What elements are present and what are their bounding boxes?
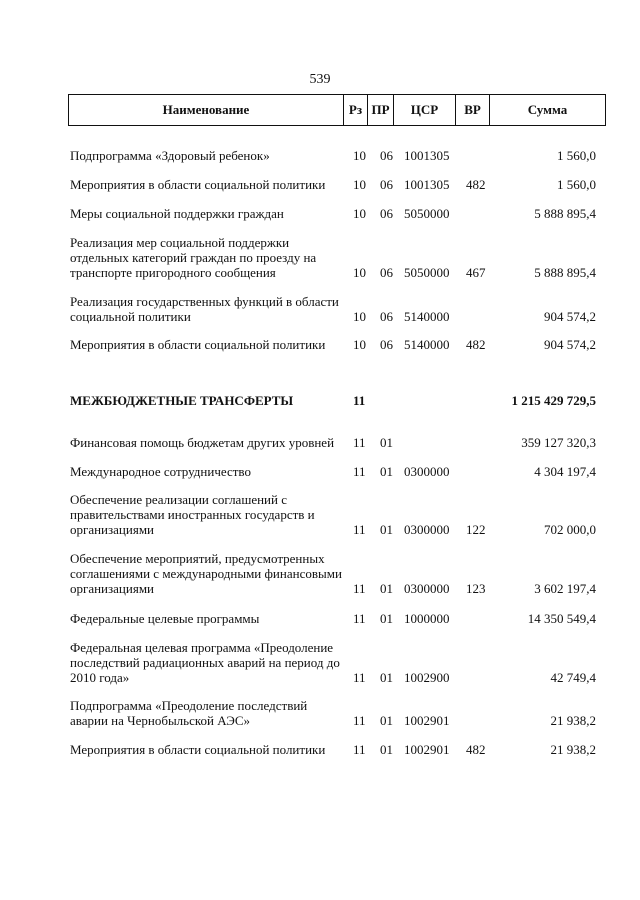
row-rz: 11 bbox=[353, 611, 366, 626]
row-csr: 5140000 bbox=[404, 337, 450, 352]
row-name: Обеспечение реализации соглашений с правительствами иностранных государств и организациями bbox=[70, 492, 315, 537]
row-rz: 10 bbox=[353, 206, 366, 221]
row-csr: 1000000 bbox=[404, 611, 450, 626]
row-sum: 21 938,2 bbox=[550, 713, 596, 728]
row-vr: 123 bbox=[466, 581, 486, 596]
row-pr: 01 bbox=[380, 464, 393, 479]
row-csr: 5140000 bbox=[404, 309, 450, 324]
row-pr: 01 bbox=[380, 581, 393, 596]
row-sum: 21 938,2 bbox=[550, 742, 596, 757]
row-csr: 1002900 bbox=[404, 670, 450, 685]
row-name: Меры социальной поддержки граждан bbox=[70, 206, 284, 221]
table-row bbox=[0, 551, 640, 596]
row-pr: 01 bbox=[380, 435, 393, 450]
row-csr: 0300000 bbox=[404, 464, 450, 479]
row-csr: 0300000 bbox=[404, 522, 450, 537]
row-name: Мероприятия в области социальной политики bbox=[70, 337, 326, 352]
row-name: Международное сотрудничество bbox=[70, 464, 251, 479]
table-row-section bbox=[0, 393, 640, 408]
row-csr: 1002901 bbox=[404, 713, 450, 728]
table-row bbox=[0, 148, 640, 163]
row-sum: 3 602 197,4 bbox=[534, 581, 596, 596]
row-pr: 06 bbox=[380, 265, 393, 280]
row-sum: 1 560,0 bbox=[557, 148, 596, 163]
row-name: Федеральная целевая программа «Преодоление последствий радиационных аварий на период до 2010 года» bbox=[70, 640, 340, 685]
row-name: Мероприятия в области социальной политики bbox=[70, 177, 326, 192]
row-rz: 11 bbox=[353, 713, 366, 728]
header-vr: ВР bbox=[455, 95, 489, 125]
row-vr: 482 bbox=[466, 337, 486, 352]
row-csr: 1002901 bbox=[404, 742, 450, 757]
row-rz: 10 bbox=[353, 177, 366, 192]
row-pr: 01 bbox=[380, 742, 393, 757]
row-sum: 1 215 429 729,5 bbox=[511, 393, 596, 408]
header-csr: ЦСР bbox=[393, 95, 455, 125]
row-rz: 11 bbox=[353, 581, 366, 596]
row-sum: 904 574,2 bbox=[544, 337, 596, 352]
table-row bbox=[0, 492, 640, 537]
row-rz: 10 bbox=[353, 148, 366, 163]
row-rz: 11 bbox=[353, 435, 366, 450]
row-csr: 1001305 bbox=[404, 148, 450, 163]
row-csr: 0300000 bbox=[404, 581, 450, 596]
row-sum: 5 888 895,4 bbox=[534, 265, 596, 280]
row-csr: 5050000 bbox=[404, 206, 450, 221]
row-csr: 1001305 bbox=[404, 177, 450, 192]
row-sum: 4 304 197,4 bbox=[534, 464, 596, 479]
row-vr: 482 bbox=[466, 177, 486, 192]
row-pr: 01 bbox=[380, 670, 393, 685]
row-pr: 01 bbox=[380, 611, 393, 626]
row-vr: 467 bbox=[466, 265, 486, 280]
row-name: Финансовая помощь бюджетам других уровней bbox=[70, 435, 335, 450]
table-row bbox=[0, 698, 640, 728]
page-number: 539 bbox=[309, 72, 331, 87]
row-pr: 06 bbox=[380, 177, 393, 192]
table-row bbox=[0, 294, 640, 324]
row-sum: 14 350 549,4 bbox=[527, 611, 596, 626]
row-pr: 06 bbox=[380, 148, 393, 163]
row-rz: 10 bbox=[353, 265, 366, 280]
table-row bbox=[0, 206, 640, 221]
table-row bbox=[0, 640, 640, 685]
row-rz: 11 bbox=[353, 670, 366, 685]
table-row bbox=[0, 611, 640, 626]
table-row bbox=[0, 464, 640, 479]
row-sum: 359 127 320,3 bbox=[521, 435, 596, 450]
row-sum: 5 888 895,4 bbox=[534, 206, 596, 221]
row-rz: 11 bbox=[353, 464, 366, 479]
table-row bbox=[0, 420, 640, 450]
section-name: МЕЖБЮДЖЕТНЫЕ ТРАНСФЕРТЫ bbox=[70, 393, 294, 408]
row-vr: 482 bbox=[466, 742, 486, 757]
row-name: Подпрограмма «Здоровый ребенок» bbox=[70, 148, 270, 163]
row-name: Федеральные целевые программы bbox=[70, 611, 260, 626]
row-sum: 904 574,2 bbox=[544, 309, 596, 324]
table-row bbox=[0, 235, 640, 280]
row-rz: 10 bbox=[353, 337, 366, 352]
row-pr: 06 bbox=[380, 309, 393, 324]
row-name: Подпрограмма «Преодоление последствий аварии на Чернобыльской АЭС» bbox=[70, 698, 308, 728]
header-name: Наименование bbox=[162, 102, 250, 117]
table-row bbox=[0, 337, 640, 352]
row-csr: 5050000 bbox=[404, 265, 450, 280]
table-row bbox=[0, 177, 640, 192]
row-name: Реализация государственных функций в области социальной политики bbox=[70, 294, 339, 324]
row-rz: 11 bbox=[353, 742, 366, 757]
row-rz: 11 bbox=[353, 393, 366, 408]
table-header bbox=[68, 94, 606, 126]
row-sum: 1 560,0 bbox=[557, 177, 596, 192]
row-name: Обеспечение мероприятий, предусмотренных соглашениями с международными финансовыми организациями bbox=[70, 551, 342, 596]
row-rz: 10 bbox=[353, 309, 366, 324]
row-pr: 01 bbox=[380, 713, 393, 728]
row-pr: 01 bbox=[380, 522, 393, 537]
header-pr: ПР bbox=[367, 95, 393, 125]
row-sum: 702 000,0 bbox=[544, 522, 596, 537]
row-pr: 06 bbox=[380, 206, 393, 221]
header-rz: Рз bbox=[343, 95, 367, 125]
row-name: Мероприятия в области социальной политики bbox=[70, 742, 326, 757]
row-name: Реализация мер социальной поддержки отдельных категорий граждан по проезду на транспорте пригородного сообщения bbox=[70, 235, 317, 280]
row-pr: 06 bbox=[380, 337, 393, 352]
row-rz: 11 bbox=[353, 522, 366, 537]
row-vr: 122 bbox=[466, 522, 486, 537]
table-row bbox=[0, 742, 640, 757]
header-sum: Сумма bbox=[489, 95, 605, 125]
row-sum: 42 749,4 bbox=[550, 670, 596, 685]
